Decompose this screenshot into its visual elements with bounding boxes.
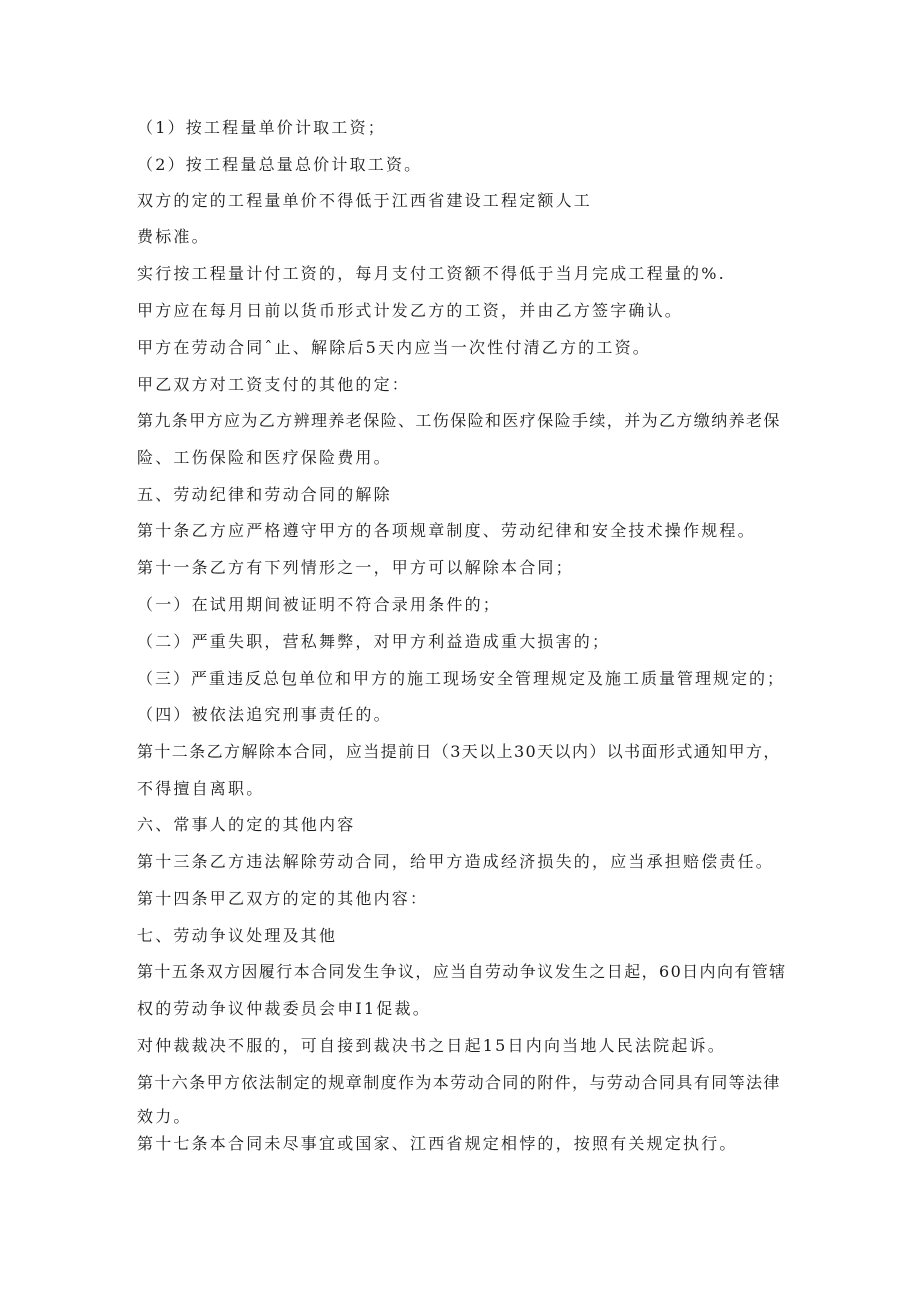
- text-line: 第十条乙方应严格遵守甲方的各项规章制度、劳动纪律和安全技术操作规程。: [137, 521, 756, 540]
- text-line: 第十四条甲乙双方的定的其他内容：: [137, 889, 429, 908]
- text-line: （二）严重失职，营私舞弊，对甲方利益造成重大损害的；: [137, 632, 611, 651]
- section-heading: 七、劳动争议处理及其他: [137, 926, 338, 945]
- text-line: 第十三条乙方违法解除劳动合同，给甲方造成经济损失的，应当承担赔偿责任。: [137, 852, 775, 871]
- text-line: 双方的定的工程量单价不得低于江西省建设工程定额人工: [137, 191, 593, 210]
- text-line: （1）按工程量单价计取工资；: [137, 118, 386, 137]
- text-line: 险、工伤保险和医疗保险费用。: [137, 448, 392, 467]
- section-heading: 六、常事人的定的其他内容: [137, 815, 356, 834]
- text-line: （一）在试用期间被证明不符合录用条件的；: [137, 595, 502, 614]
- text-line: 对仲裁裁决不服的，可自接到裁决书之日起15日内向当地人民法院起诉。: [137, 1036, 726, 1055]
- text-line: （四）被依法追究刑事责任的。: [137, 705, 392, 724]
- text-line: 第十二条乙方解除本合同，应当提前日（3天以上30天以内）以书面形式通知甲方，: [137, 742, 781, 761]
- text-line: （三）严重违反总包单位和甲方的施工现场安全管理规定及施工质量管理规定的；: [137, 669, 786, 688]
- text-line: 效力。: [137, 1107, 192, 1126]
- section-heading: 五、劳动纪律和劳动合同的解除: [137, 485, 392, 504]
- text-line: 甲方应在每月日前以货币形式计发乙方的工资，并由乙方签字确认。: [137, 301, 684, 320]
- text-line: 第九条甲方应为乙方辨理养老保险、工伤保险和医疗保险手续，并为乙方缴纳养老保: [137, 411, 781, 430]
- text-line: 费标准。: [137, 227, 210, 246]
- text-line: 第十七条本合同未尽事宜或国家、江西省规定相悖的，按照有关规定执行。: [137, 1134, 738, 1153]
- text-line: 权的劳动争议仲裁委员会申I1促裁。: [137, 999, 431, 1018]
- text-line: 甲乙双方对工资支付的其他的定：: [137, 375, 411, 394]
- text-line: 第十六条甲方依法制定的规章制度作为本劳动合同的附件，与劳动合同具有同等法律: [137, 1073, 781, 1092]
- text-line: 第十一条乙方有下列情形之一，甲方可以解除本合同；: [137, 558, 574, 577]
- text-line: 不得擅自离职。: [137, 779, 265, 798]
- text-line: 第十五条双方因履行本合同发生争议，应当自劳动争议发生之日起，60日内向有管辖: [137, 962, 787, 981]
- text-line: 实行按工程量计付工资的，每月支付工资额不得低于当月完成工程量的%.: [137, 264, 726, 283]
- text-line: 甲方在劳动合同ˆ止、解除后5天内应当一次性付清乙方的工资。: [137, 338, 651, 357]
- text-line: （2）按工程量总量总价计取工资。: [137, 155, 423, 174]
